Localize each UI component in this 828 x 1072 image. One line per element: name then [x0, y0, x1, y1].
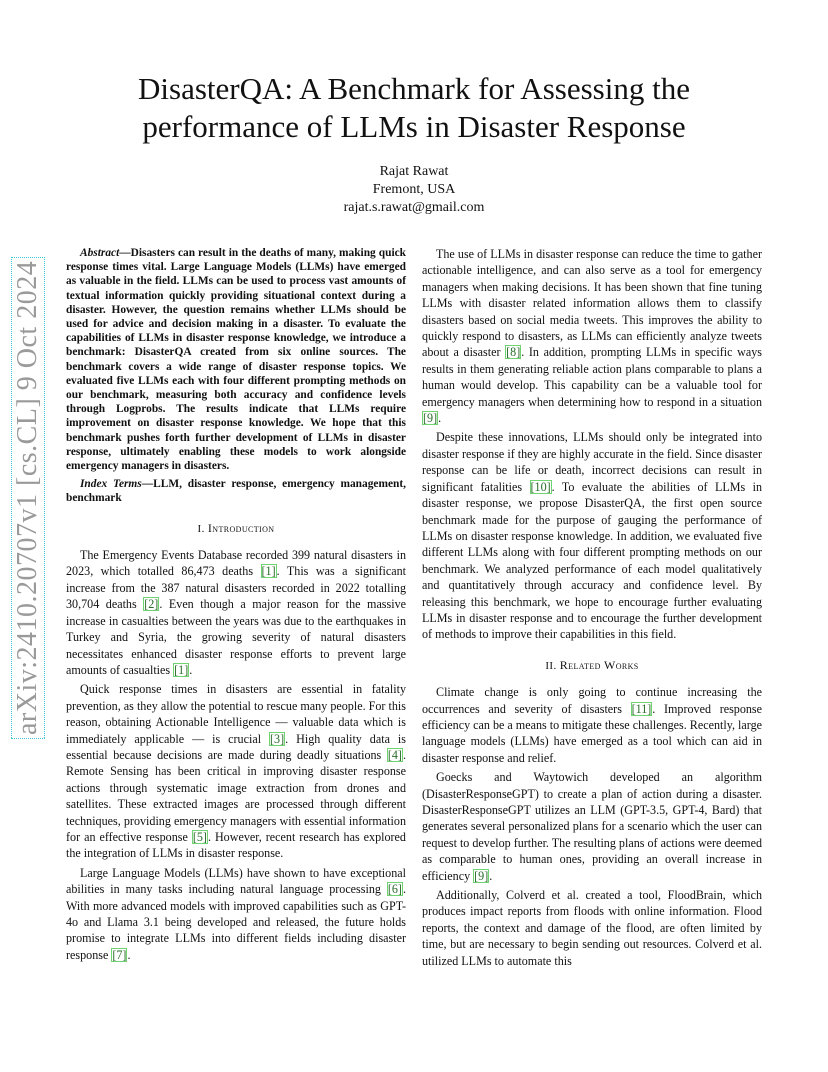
- section-number: I.: [197, 522, 205, 535]
- paper-title: DisasterQA: A Benchmark for Assessing the performance of LLMs in Disaster Response: [138, 71, 690, 144]
- paragraph: Goecks and Waytowich developed an algorithm (DisasterResponseGPT) to create a plan of action during a disaster. DisasterResponseGPT utilizes an LLM (GPT-3.5, GPT-4, Bard) that generates several personalized plans for a scenario which the user can request to develop further. The resulting plans of actions were deemed as comparable to human ones, providing an overall increase in efficiency [9].: [422, 770, 762, 883]
- citation-link[interactable]: [6]: [387, 882, 402, 897]
- abstract: [66, 246, 406, 473]
- section-heading-related-works: [422, 657, 762, 674]
- paragraph: Climate change is only going to continue increasing the occurrences and severity of disasters [11]. Improved response efficiency can be a means to mitigate these challenges. Recently, large language models (LLMs) have emerged as a tool which can aid in disaster response and relief.: [422, 685, 763, 765]
- citation-link[interactable]: [8]: [506, 345, 521, 360]
- citation-link[interactable]: [10]: [530, 479, 551, 494]
- index-terms: [66, 477, 406, 505]
- right-column: [422, 246, 762, 969]
- paragraph: The use of LLMs in disaster response can reduce the time to gather actionable intelligence, and can also serve as a tool for emergency managers when making decisions. It has been shown that fine tuning LLMs with disaster related information allows them to classify disasters based on social media tweets. This improves the ability to quickly respond to disasters, as LLMs can efficiently analyze tweets about a disaster [8]. In addition, prompting LLMs in specific ways results in them generating reliable action plans comparable to plans a human would develop. This capability can be a valuable tool for emergency managers when determining how to respond in a situation [9].: [422, 247, 762, 426]
- paragraph: The Emergency Events Database recorded 399 natural disasters in 2023, which totalled 86,473 deaths [1]. This was a significant increase from the 387 natural disasters recorded in 2022 totalling 30,704 deaths [2]. Even though a major reason for the massive increase in casualties between the years was due to the earthquakes in Turkey and Syria, the growing severity of natural disasters necessitates enhanced disaster response efforts to prevent large amounts of casualties [1].: [66, 548, 407, 677]
- abstract-text: —Disasters can result in the deaths of many, making quick response times vital. Large Language Models (LLMs) have emerged as valuable in the field. LLMs can be used to process vast amounts of textual information quickly providing situational context during a disaster. However, the question remains whether LLMs should be used for advice and decision making in a disaster. To evaluate the capabilities of LLMs in disaster response knowledge, we introduce a benchmark: DisasterQA created from six online sources. The benchmark covers a wide range of disaster response topics. We evaluated five LLMs each with four different prompting methods on our benchmark, measuring both accuracy and confidence levels through Logprobs. The results indicate that LLMs require improvement on disaster response knowledge. We hope that this benchmark pushes forth further development of LLMs in disaster response, ultimately enabling these models to work alongside emergency managers in disasters.: [66, 247, 406, 473]
- citation-link[interactable]: [3]: [270, 731, 285, 746]
- author-name: Rajat Rawat: [379, 164, 449, 179]
- paragraph: Large Language Models (LLMs) have shown to have exceptional abilities in many tasks including natural language processing [6]. With more advanced models with improved capabilities such as GPT-4o and Llama 3.1 being developed and released, the future holds promise to integrate LLMs into different fields including disaster response [7].: [66, 865, 406, 962]
- citation-link[interactable]: [1]: [261, 564, 276, 579]
- index-terms-label: Index Terms: [80, 478, 142, 491]
- citation-link[interactable]: [7]: [112, 947, 127, 962]
- index-terms-text: —LLM, disaster response, emergency management, benchmark: [66, 478, 406, 505]
- citation-link[interactable]: [5]: [192, 829, 207, 844]
- arxiv-identifier[interactable]: arXiv:2410.20707v1 [cs.CL] 9 Oct 2024: [12, 258, 44, 738]
- section-title: Related Works: [559, 657, 639, 672]
- section-title: Introduction: [207, 520, 275, 535]
- paragraph: Quick response times in disasters are essential in fatality prevention, as they allow the potential to rescue many people. For this reason, obtaining Actionable Intelligence — valuable data which is immediately applicable — is crucial [3]. High quality data is essential because decisions are made during deadly situations [4]. Remote Sensing has been critical in improving disaster response actions through systematic image extraction from drones and satellites. These extracted images are processed through different techniques, providing emergency managers with essential information for an effective response [5]. However, recent research has explored the integration of LLMs in disaster response.: [66, 682, 406, 861]
- author-email: rajat.s.rawat@gmail.com: [343, 200, 485, 215]
- citation-link[interactable]: [11]: [631, 701, 652, 716]
- left-column: [66, 246, 406, 963]
- citation-link[interactable]: [2]: [144, 597, 159, 612]
- abstract-label: Abstract: [80, 247, 120, 259]
- section-number: II.: [545, 659, 557, 672]
- citation-link[interactable]: [9]: [474, 868, 489, 883]
- author-location: Fremont, USA: [372, 182, 456, 197]
- paragraph: Despite these innovations, LLMs should only be integrated into disaster response if they are highly accurate in the field. Since disaster response can be life or death, incorrect decisions can result in significant fatalities [10]. To evaluate the abilities of LLMs in disaster response, we propose DisasterQA, the first open source benchmark made for the purpose of gauging the performance of LLMs on disaster response knowledge. In addition, we evaluated five different LLMs along with four different prompting methods on our benchmark. We analyzed performance of each model qualitatively and quantitatively through accuracy and confidence level. By releasing this benchmark, we hope to encourage further evaluating LLMs in disaster response and to encourage the further development of methods to improve their capabilities in this field.: [422, 430, 763, 642]
- author-block: [0, 163, 828, 217]
- section-heading-introduction: [66, 520, 406, 537]
- paragraph: Additionally, Colverd et al. created a tool, FloodBrain, which produces impact reports from floods with online information. Flood reports, the context and damage of the flood, are often limited by time, but are necessary to begin sending out resources. Colverd et al. utilized LLMs to automate this: [422, 888, 762, 968]
- citation-link[interactable]: [4]: [387, 747, 402, 762]
- citation-link[interactable]: [1]: [174, 662, 189, 677]
- citation-link[interactable]: [9]: [423, 411, 438, 426]
